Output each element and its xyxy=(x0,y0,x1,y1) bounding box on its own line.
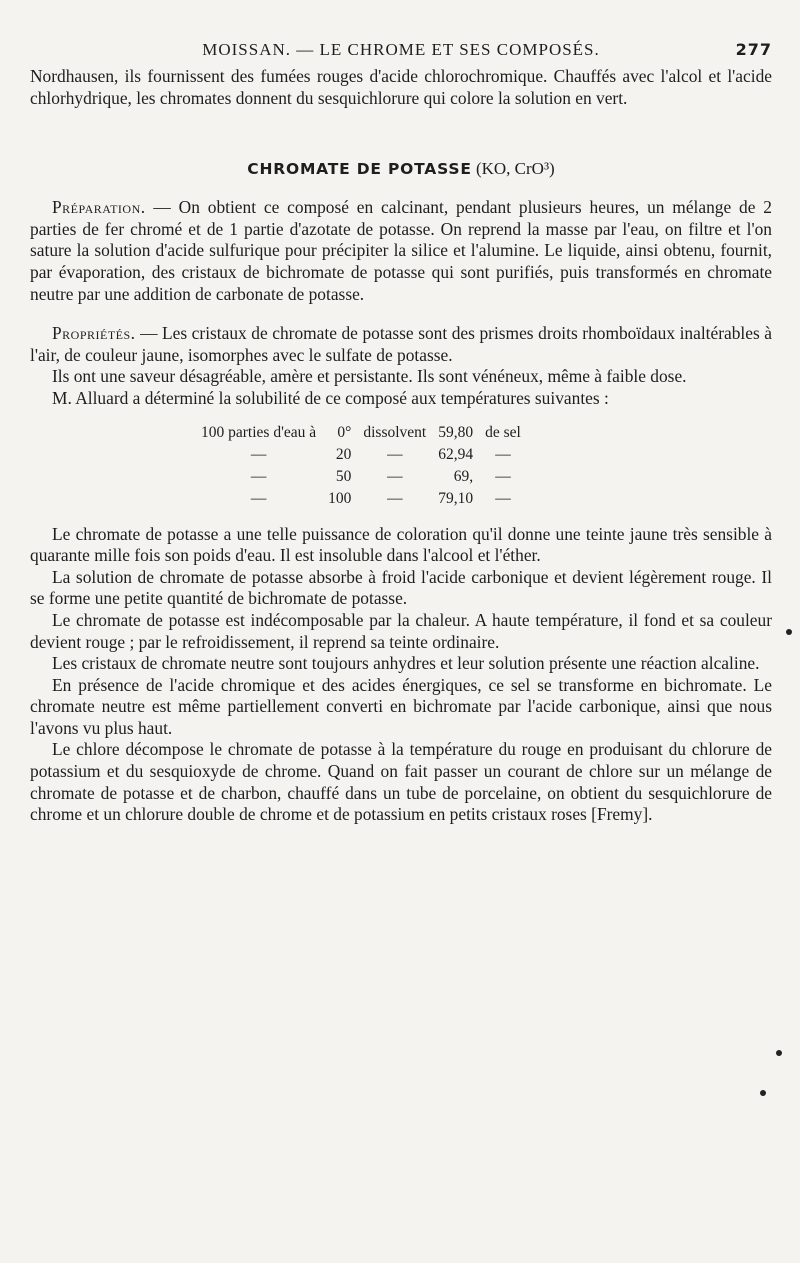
section-heading xyxy=(30,159,772,179)
solubility-cell: — xyxy=(495,467,511,485)
chaleur-paragraph: Le chromate de potasse est indécomposable par la chaleur. A haute température, il fond et sa couleur devient rouge ; par le refroidissement, il reprend sa teinte ordinaire. xyxy=(30,609,772,652)
preparation-paragraph xyxy=(30,197,772,305)
solubility-cell: 20 xyxy=(335,445,352,463)
coloration-paragraph: Le chromate de potasse a une telle puissance de coloration qu'il donne une teinte jaune très sensible à quarante mille fois son poids d'eau. Il est insoluble dans l'alcool et l'éther. xyxy=(30,523,772,566)
section-name: CHROMATE DE POTASSE xyxy=(247,160,472,179)
solubility-table xyxy=(195,422,527,510)
solubility-cell: dissolvent xyxy=(363,423,427,441)
solubility-cell: — xyxy=(387,489,403,507)
book-page xyxy=(30,36,772,826)
properties-paragraph xyxy=(30,323,772,366)
solubility-row xyxy=(195,444,527,466)
intro-paragraph: Nordhausen, ils fournissent des fumées rouges d'acide chlorochromique. Chauffés avec l'alcol et l'acide chlorhydrique, les chromates donnent du sesquichlorure qui colore la solution en vert. xyxy=(30,66,772,108)
saveur-paragraph: Ils ont une saveur désagréable, amère et persistante. Ils sont vénéneux, même à faible dose. xyxy=(52,366,687,387)
solubility-cell: — xyxy=(250,467,267,485)
running-title: MOISSAN. — LE CHROME ET SES COMPOSÉS. xyxy=(202,40,600,59)
solubility-cell: 62,94 xyxy=(438,445,474,463)
solubility-cell: 0° xyxy=(337,423,352,441)
solubility-row xyxy=(195,422,527,444)
solubility-cell: — xyxy=(495,445,511,463)
print-speck xyxy=(776,1050,782,1056)
chlore-paragraph: Le chlore décompose le chromate de potasse à la température du rouge en produisant du chlorure de potassium et du sesquioxyde de chrome. Quand on fait passer un courant de chlore sur un mélange de chromate de potasse et de charbon, chauffé dans un tube de porcelaine, on obtient du sesquichlorure de chrome et un chlorure double de chrome et de potassium en petits cristaux roses [Fremy]. xyxy=(30,739,772,825)
solubility-cell: 50 xyxy=(335,467,352,485)
solubility-cell: 79,10 xyxy=(438,489,474,507)
solubility-cell: — xyxy=(250,445,267,463)
solubility-cell: 100 xyxy=(328,489,352,507)
section-formula: (KO, CrO³) xyxy=(475,159,555,179)
print-speck xyxy=(786,629,792,635)
preparation-text: — On obtient ce composé en calcinant, pendant plusieurs heures, un mélange de 2 parties de fer chromé et de 1 partie d'azotate de potasse. On reprend la masse par l'eau, on filtre et l'on sature la solution d'acide sulfurique pour précipiter la silice et l'alumine. Le liquide, ainsi obtenu, fournit, par évaporation, des cristaux de bichromate de potasse qui sont purifiés, puis transformés en chromate neutre par une addition de carbonate de potasse. xyxy=(30,197,772,304)
solubility-cell: — xyxy=(495,489,511,507)
anhydres-paragraph: Les cristaux de chromate neutre sont toujours anhydres et leur solution présente une réaction alcaline. xyxy=(52,653,760,674)
preparation-label: Préparation. xyxy=(52,197,146,218)
presence-paragraph: En présence de l'acide chromique et des acides énergiques, ce sel se transforme en bichromate. Le chromate neutre est même partiellement converti en bichromate par l'acide carbonique, ainsi que nous l'avons vu plus haut. xyxy=(30,674,772,738)
solubility-cell: — xyxy=(250,489,267,507)
page-number: 277 xyxy=(735,40,772,59)
solubility-cell: — xyxy=(387,467,403,485)
properties-label: Propriétés. xyxy=(52,323,136,344)
solubility-cell: 59,80 xyxy=(438,423,474,441)
properties-text: — Les cristaux de chromate de potasse sont des prismes droits rhomboïdaux inaltérables à l'air, de couleur jaune, isomorphes avec le sulfate de potasse. xyxy=(30,323,772,365)
solubility-cell: 69, xyxy=(453,467,474,485)
print-speck xyxy=(760,1090,766,1096)
solubility-cell: 100 parties d'eau à xyxy=(201,423,317,441)
carbonique-paragraph: La solution de chromate de potasse absorbe à froid l'acide carbonique et devient légèrement rouge. Il se forme une petite quantité de bichromate de potasse. xyxy=(30,566,772,609)
solubility-row xyxy=(195,488,527,510)
solubility-cell: — xyxy=(387,445,403,463)
alluard-paragraph: M. Alluard a déterminé la solubilité de ce composé aux températures suivantes : xyxy=(52,387,609,408)
running-head xyxy=(30,36,772,66)
solubility-cell: de sel xyxy=(485,423,521,441)
solubility-row xyxy=(195,466,527,488)
